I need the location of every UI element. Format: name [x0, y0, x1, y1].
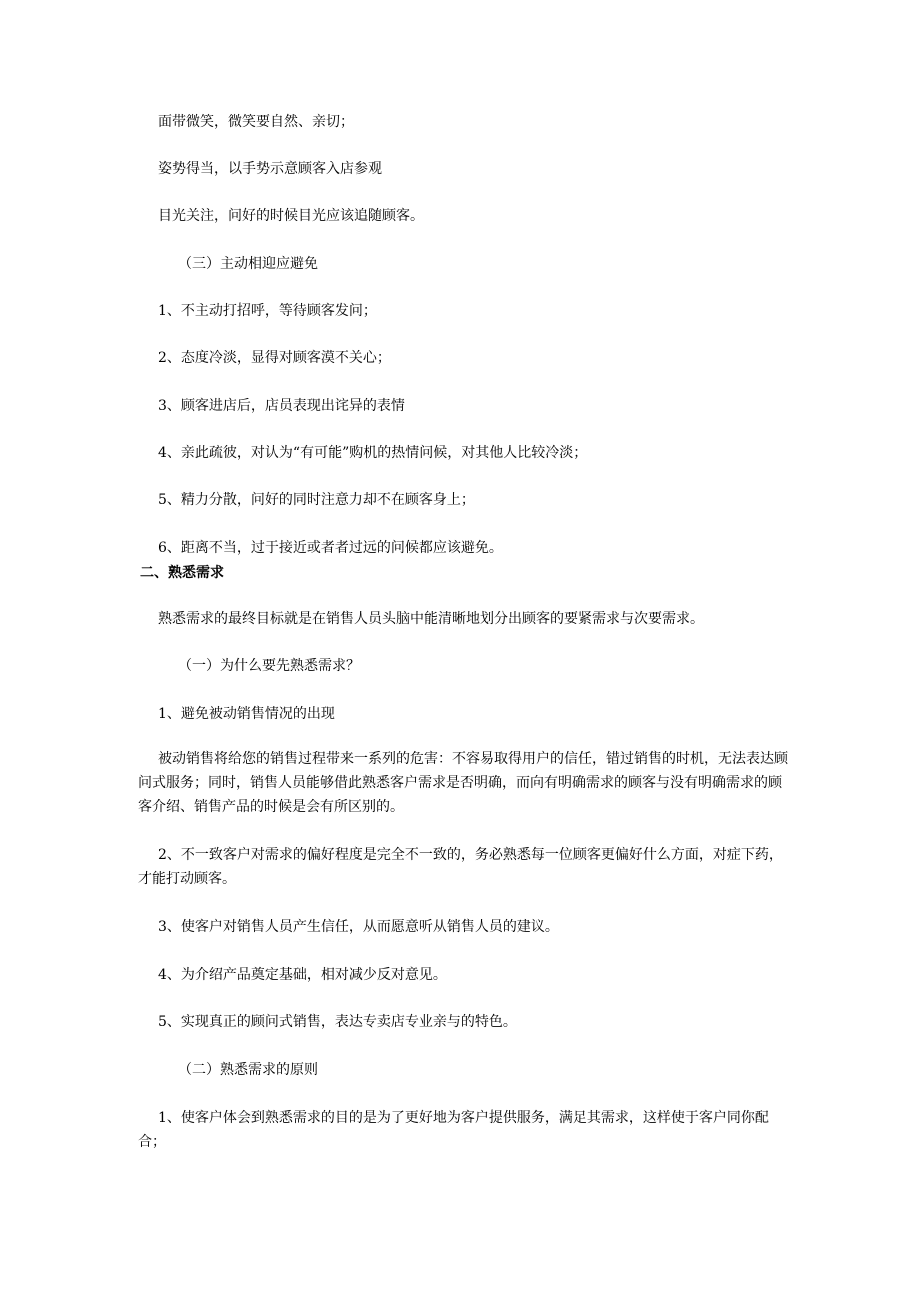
list-item: 4、亲此疏彼，对认为“有可能”购机的热情问候，对其他人比较冷淡；: [158, 445, 588, 461]
list-item: 2、态度冷淡，显得对顾客漠不关心；: [158, 350, 391, 366]
list-item: 3、顾客进店后，店员表现出诧异的表情: [158, 398, 405, 414]
paragraph: 1、使客户体会到熟悉需求的目的是为了更好地为客户提供服务，满足其需求，这样使于客户同你配合；: [138, 1110, 769, 1150]
paragraph: 被动销售将给您的销售过程带来一系列的危害：不容易取得用户的信任，错过销售的时机，无法表达顾问式服务；同时，销售人员能够借此熟悉客户需求是否明确，而向有明确需求的顾客与没有明确需求的顾客介绍、销售产品的时候是会有所区别的。: [138, 751, 788, 815]
list-item: 1、不主动打招呼，等待顾客发问；: [158, 303, 377, 319]
list-item: 6、距离不当，过于接近或者者过远的问候都应该避免。: [158, 540, 503, 556]
section-heading: 二、熟悉需求: [140, 565, 224, 581]
text-line: 熟悉需求的最终目标就是在销售人员头脑中能清晰地划分出顾客的要紧需求与次要需求。: [158, 611, 704, 627]
text-line: 目光关注，问好的时候目光应该追随顾客。: [158, 208, 424, 224]
subsection-heading: （二）熟悉需求的原则: [178, 1062, 318, 1078]
list-item: 1、避免被动销售情况的出现: [158, 706, 335, 722]
subsection-heading: （三）主动相迎应避免: [178, 256, 318, 272]
text-line: 姿势得当，以手势示意顾客入店参观: [158, 161, 382, 177]
list-item: 5、实现真正的顾问式销售，表达专卖店专业亲与的特色。: [158, 1014, 517, 1030]
list-item: 5、精力分散，问好的同时注意力却不在顾客身上；: [158, 492, 475, 508]
subsection-heading: （一）为什么要先熟悉需求？: [178, 658, 360, 674]
list-item: 3、使客户对销售人员产生信任，从而愿意听从销售人员的建议。: [158, 919, 559, 935]
list-item: 4、为介绍产品奠定基础，相对减少反对意见。: [158, 967, 447, 983]
paragraph: 2、不一致客户对需求的偏好程度是完全不一致的，务必熟悉每一位顾客更偏好什么方面，对症下药，才能打动顾客。: [138, 847, 783, 887]
text-line: 面带微笑，微笑要自然、亲切；: [158, 114, 354, 130]
